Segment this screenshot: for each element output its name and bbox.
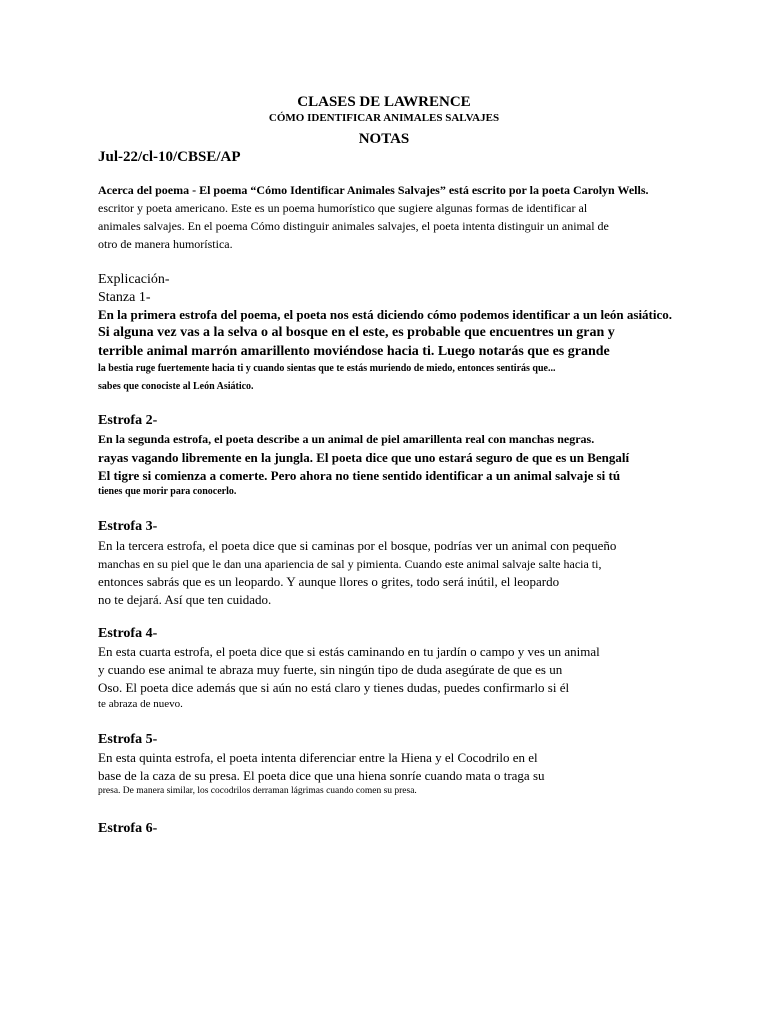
stanza-line: terrible animal marrón amarillento moviéndose hacia ti. Luego notarás que es grande (98, 344, 610, 359)
about-line: otro de manera humorística. (98, 237, 233, 251)
stanza-heading: Stanza 1- (98, 290, 151, 305)
stanza-line: En esta quinta estrofa, el poeta intenta diferenciar entre la Hiena y el Cocodrilo en el (98, 750, 538, 765)
about-line: escritor y poeta americano. Este es un poema humorístico que sugiere algunas formas de identificar al (98, 201, 588, 215)
stanza-line: base de la caza de su presa. El poeta dice que una hiena sonríe cuando mata o traga su (98, 768, 545, 783)
about-line: Acerca del poema - El poema “Cómo Identificar Animales Salvajes” está escrito por la poeta Carolyn Wells. (98, 183, 649, 197)
stanza-line: y cuando ese animal te abraza muy fuerte, sin ningún tipo de duda asegúrate de que es un (98, 662, 563, 677)
stanza-line: El tigre si comienza a comerte. Pero ahora no tiene sentido identificar a un animal salvaje si tú (98, 468, 621, 483)
document-title: CLASES DE LAWRENCE (297, 94, 471, 110)
stanza-line: En la primera estrofa del poema, el poeta nos está diciendo cómo podemos identificar a un león asiático. (98, 307, 673, 322)
stanza-line: te abraza de nuevo. (98, 698, 183, 710)
stanza-line: entonces sabrás que es un leopardo. Y aunque llores o grites, todo será inútil, el leopardo (98, 574, 560, 589)
stanza-heading: Estrofa 3- (98, 519, 158, 534)
stanza-line: Si alguna vez vas a la selva o al bosque en el este, es probable que encuentres un gran y (98, 325, 615, 340)
stanza-heading: Estrofa 2- (98, 413, 158, 428)
course-code: Jul-22/cl-10/CBSE/AP (98, 149, 241, 165)
notes-heading: NOTAS (358, 131, 410, 147)
stanza-heading: Estrofa 6- (98, 821, 158, 836)
stanza-heading: Estrofa 4- (98, 626, 158, 641)
stanza-line: presa. De manera similar, los cocodrilos derraman lágrimas cuando comen su presa. (98, 786, 417, 796)
document-subtitle: CÓMO IDENTIFICAR ANIMALES SALVAJES (268, 112, 500, 124)
stanza-heading: Estrofa 5- (98, 732, 158, 747)
stanza-line: la bestia ruge fuertemente hacia ti y cuando sientas que te estás muriendo de miedo, entonces sentirás que... (98, 363, 556, 374)
stanza-line: sabes que conociste al León Asiático. (98, 381, 254, 392)
explanation-label: Explicación- (98, 272, 170, 287)
stanza-line: Oso. El poeta dice además que si aún no está claro y tienes dudas, puedes confirmarlo si él (98, 680, 570, 695)
stanza-line: En esta cuarta estrofa, el poeta dice que si estás caminando en tu jardín o campo y ves un animal (98, 644, 600, 659)
stanza-line: En la tercera estrofa, el poeta dice que si caminas por el bosque, podrías ver un animal con pequeño (98, 538, 617, 553)
stanza-line: no te dejará. Así que ten cuidado. (98, 592, 272, 607)
about-line: animales salvajes. En el poema Cómo distinguir animales salvajes, el poeta intenta distinguir un animal de (98, 219, 609, 233)
stanza-line: manchas en su piel que le dan una apariencia de sal y pimienta. Cuando este animal salvaje salte hacia ti, (98, 557, 602, 571)
stanza-line: tienes que morir para conocerlo. (98, 486, 237, 497)
stanza-line: rayas vagando libremente en la jungla. El poeta dice que uno estará seguro de que es un Bengalí (98, 450, 630, 465)
stanza-line: En la segunda estrofa, el poeta describe a un animal de piel amarillenta real con manchas negras. (98, 432, 595, 446)
